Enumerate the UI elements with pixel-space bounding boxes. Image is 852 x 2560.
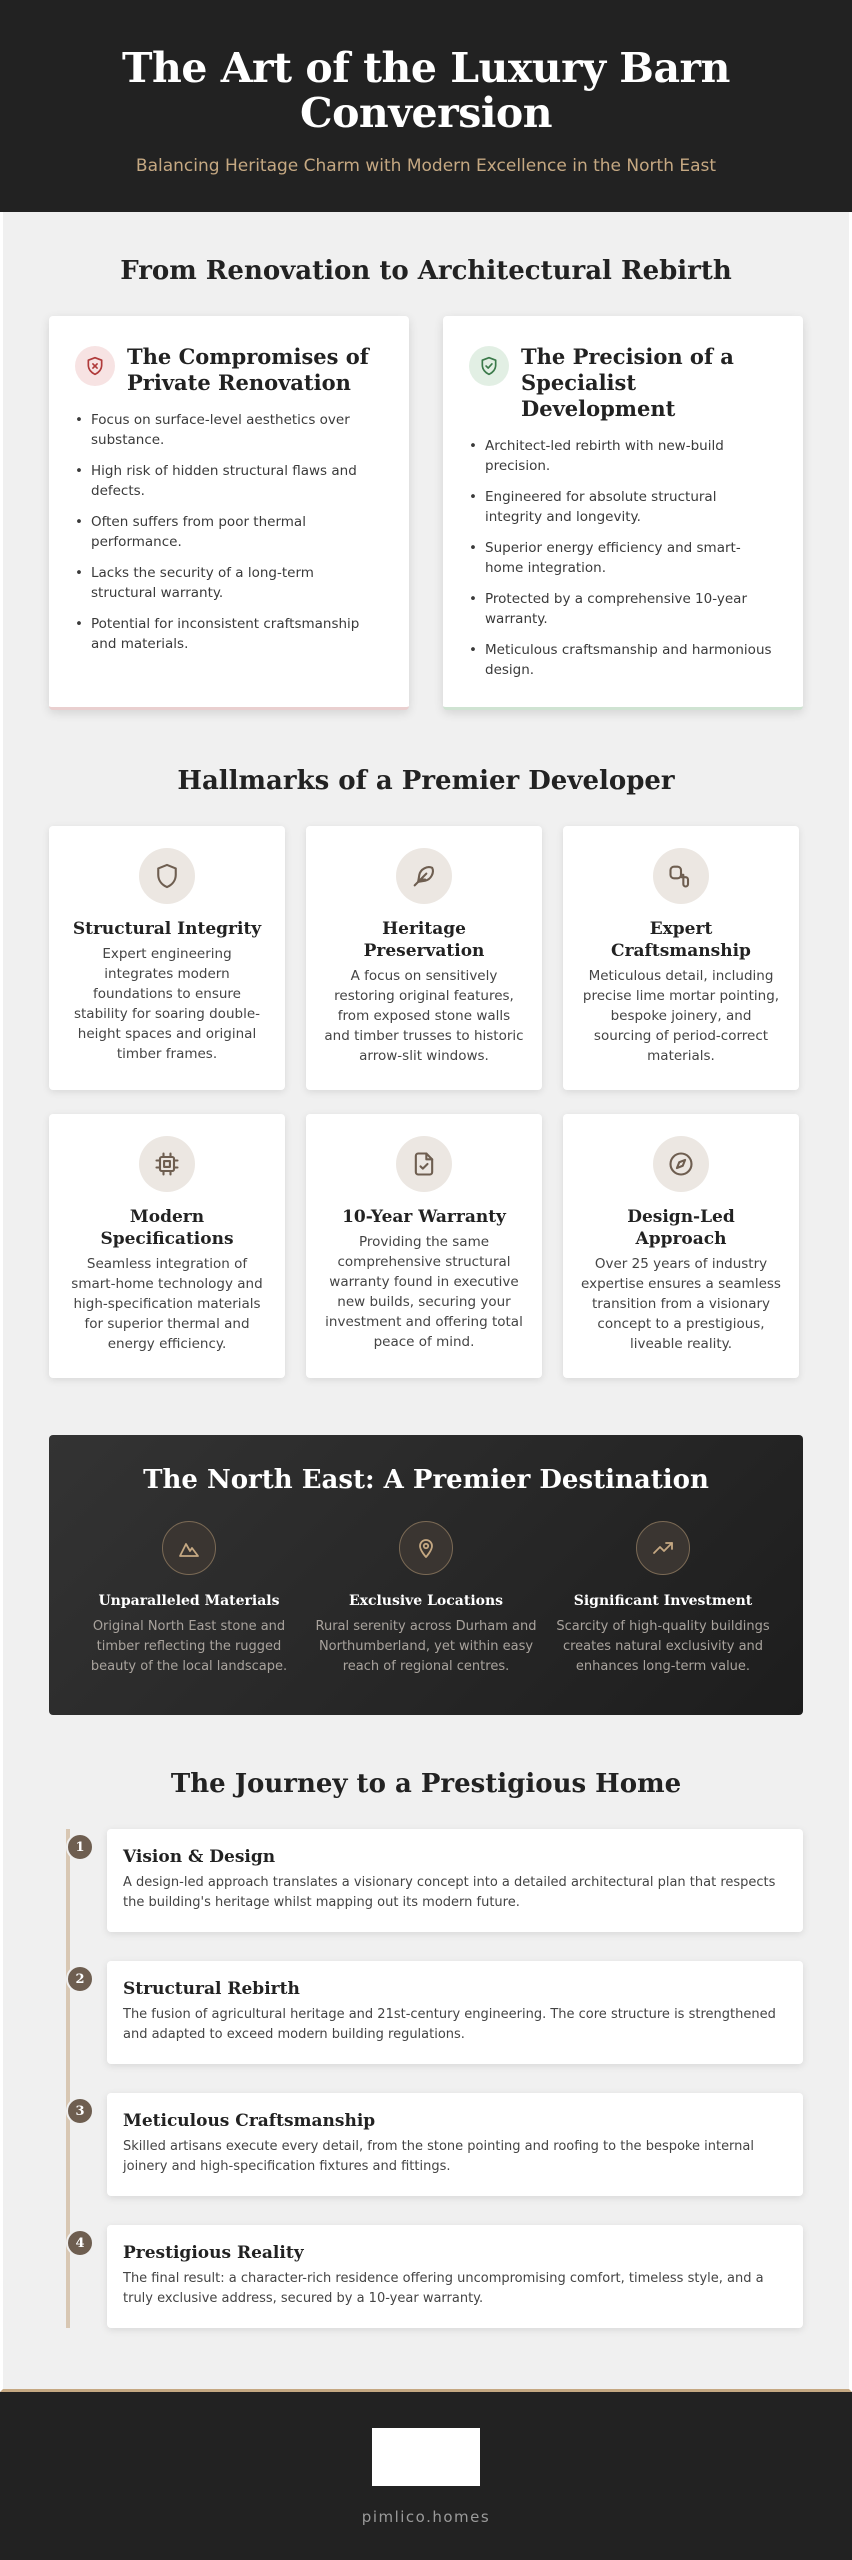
hallmark-title: 10-Year Warranty xyxy=(342,1207,506,1227)
hallmark-card-10-year-warranty xyxy=(306,1114,542,1378)
north-east-title: The North East: A Premier Destination xyxy=(143,1465,709,1495)
step-number: 2 xyxy=(66,1965,94,1993)
hallmark-title: Heritage Preservation xyxy=(363,919,485,961)
step-text: Skilled artisans execute every detail, from the stone pointing and roofing to the bespoke internal joinery and high-specification fixtures and fittings. xyxy=(123,2139,754,2174)
journey-timeline xyxy=(49,1829,803,2328)
hallmark-title: Design-Led Approach xyxy=(627,1207,735,1249)
journey-step xyxy=(75,1961,803,2064)
page-footer xyxy=(0,2392,852,2560)
step-text: The fusion of agricultural heritage and 21st-century engineering. The core structure is strengthened and adapted to exceed modern building regulations. xyxy=(123,2007,776,2042)
hallmark-text: A focus on sensitively restoring original features, from exposed stone walls and timber trusses to historic arrow-slit windows. xyxy=(324,968,524,1064)
journey-section-title: The Journey to a Prestigious Home xyxy=(170,1769,682,1799)
compare-section-title: From Renovation to Architectural Rebirth xyxy=(120,256,732,286)
file-check-icon xyxy=(396,1136,452,1192)
list-item: • Meticulous craftsmanship and harmonious design. xyxy=(469,640,777,680)
page-title: The Art of the Luxury Barn Conversion xyxy=(122,44,730,137)
craft-icon xyxy=(653,848,709,904)
step-title: Structural Rebirth xyxy=(123,1979,300,1999)
hallmark-card-expert-craftsmanship xyxy=(563,826,799,1090)
hallmark-card-heritage-preservation xyxy=(306,826,542,1090)
hallmark-text: Seamless integration of smart-home technology and high-specification materials for superior thermal and energy efficiency. xyxy=(71,1256,263,1352)
journey-step xyxy=(75,2093,803,2196)
hallmark-title: Modern Specifications xyxy=(100,1207,234,1249)
journey-step xyxy=(75,2225,803,2328)
list-item: • Protected by a comprehensive 10-year warranty. xyxy=(469,589,777,629)
step-title: Meticulous Craftsmanship xyxy=(123,2111,376,2131)
list-item: • Often suffers from poor thermal performance. xyxy=(75,512,383,552)
hallmark-card-structural-integrity xyxy=(49,826,285,1090)
hallmarks-section-title: Hallmarks of a Premier Developer xyxy=(177,766,675,796)
step-title: Vision & Design xyxy=(123,1847,276,1867)
north-item-text: Original North East stone and timber reflecting the rugged beauty of the local landscape. xyxy=(90,1619,288,1674)
north-item-investment xyxy=(547,1521,779,1677)
north-item-text: Rural serenity across Durham and Northumberland, yet within easy reach of regional centres. xyxy=(315,1619,537,1674)
step-text: A design-led approach translates a visionary concept into a detailed architectural plan that respects the building's heritage whilst mapping out its modern future. xyxy=(123,1875,776,1910)
main-content xyxy=(0,212,852,2392)
map-pin-icon xyxy=(399,1521,453,1575)
step-number: 4 xyxy=(66,2229,94,2257)
mountain-icon xyxy=(162,1521,216,1575)
shield-x-icon xyxy=(75,346,115,386)
list-item: • High risk of hidden structural flaws and defects. xyxy=(75,461,383,501)
list-item: • Architect-led rebirth with new-build precision. xyxy=(469,436,777,476)
hero-header xyxy=(0,0,852,212)
list-item: • Focus on surface-level aesthetics over substance. xyxy=(75,410,383,450)
north-item-locations xyxy=(310,1521,542,1677)
hallmark-text: Meticulous detail, including precise lime mortar pointing, bespoke joinery, and sourcing of period-correct materials. xyxy=(582,968,780,1064)
north-item-materials xyxy=(73,1521,305,1677)
precision-card-title: The Precision of a Specialist Development xyxy=(521,344,734,421)
compromises-card-title: The Compromises of Private Renovation xyxy=(127,344,369,395)
north-east-panel xyxy=(49,1435,803,1715)
hallmark-card-design-led-approach xyxy=(563,1114,799,1378)
list-item: • Superior energy efficiency and smart-home integration. xyxy=(469,538,777,578)
hallmark-title: Expert Craftsmanship xyxy=(611,919,751,961)
shield-check-icon xyxy=(469,346,509,386)
page-subtitle: Balancing Heritage Charm with Modern Excellence in the North East xyxy=(135,156,717,176)
footer-domain-link[interactable]: pimlico.homes xyxy=(361,2508,491,2526)
hallmarks-grid xyxy=(49,826,803,1378)
list-item: • Potential for inconsistent craftsmanship and materials. xyxy=(75,614,383,654)
hallmark-text: Providing the same comprehensive structural warranty found in executive new builds, securing your investment and offering total peace of mind. xyxy=(325,1234,523,1350)
list-item: • Lacks the security of a long-term structural warranty. xyxy=(75,563,383,603)
north-item-title: Exclusive Locations xyxy=(348,1593,504,1609)
compass-icon xyxy=(653,1136,709,1192)
north-item-title: Significant Investment xyxy=(573,1593,753,1609)
step-number: 1 xyxy=(66,1833,94,1861)
journey-step xyxy=(75,1829,803,1932)
trending-up-icon xyxy=(636,1521,690,1575)
hallmark-text: Expert engineering integrates modern foundations to ensure stability for soaring double-height spaces and original timber frames. xyxy=(73,946,260,1062)
hallmark-title: Structural Integrity xyxy=(72,919,262,939)
precision-list xyxy=(469,436,777,680)
north-item-title: Unparalleled Materials xyxy=(98,1593,280,1609)
compromises-list xyxy=(75,410,383,654)
north-item-text: Scarcity of high-quality buildings creates natural exclusivity and enhances long-term value. xyxy=(556,1619,770,1674)
step-text: The final result: a character-rich residence offering uncompromising comfort, timeless style, and a truly exclusive address, secured by a 10-year warranty. xyxy=(123,2271,764,2306)
chip-icon xyxy=(139,1136,195,1192)
list-item: • Engineered for absolute structural integrity and longevity. xyxy=(469,487,777,527)
feather-icon xyxy=(396,848,452,904)
precision-card xyxy=(443,316,803,710)
logo[interactable] xyxy=(372,2428,480,2486)
hallmark-card-modern-specifications xyxy=(49,1114,285,1378)
compare-cards xyxy=(49,316,803,710)
step-number: 3 xyxy=(66,2097,94,2125)
hallmark-text: Over 25 years of industry expertise ensures a seamless transition from a visionary concept to a prestigious, liveable reality. xyxy=(581,1256,781,1352)
compromises-card xyxy=(49,316,409,710)
step-title: Prestigious Reality xyxy=(123,2243,304,2263)
shield-icon xyxy=(139,848,195,904)
